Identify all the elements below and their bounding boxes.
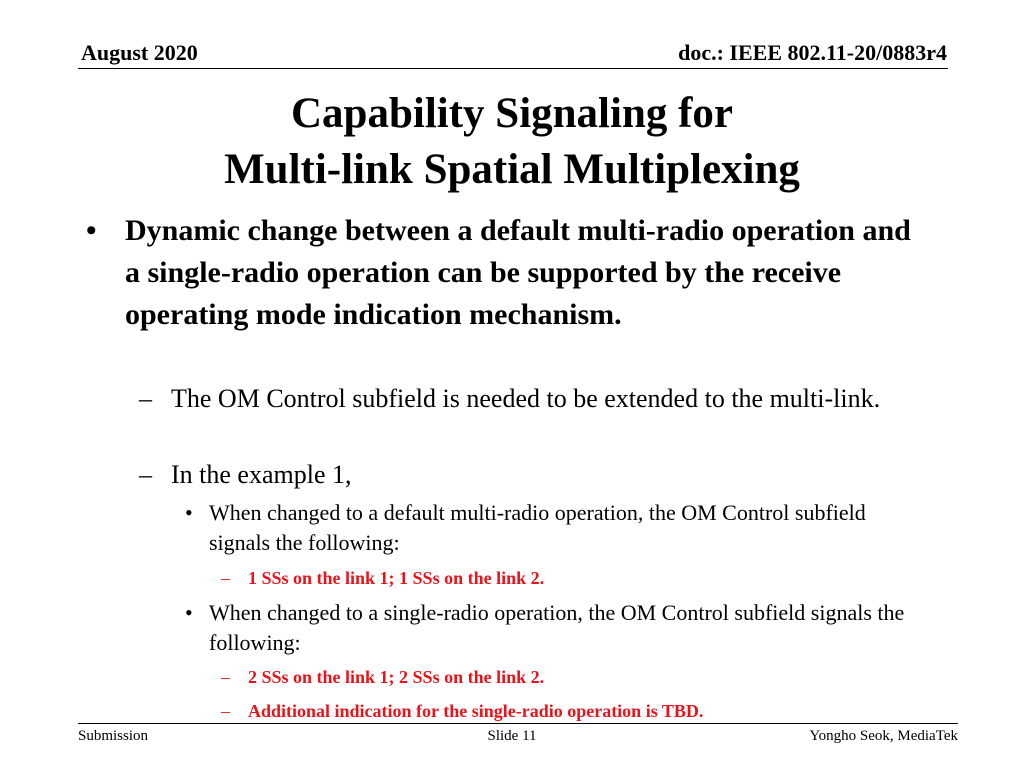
header-doc-id: doc.: IEEE 802.11-20/0883r4 [678,40,947,65]
bullet-marker: • [86,214,97,247]
highlight-link-2ss: 2 SSs on the link 1; 2 SSs on the link 2. [248,667,545,687]
dash-marker: – [221,667,230,687]
slide-title [0,86,1024,198]
footer-submission: Submission [78,728,149,744]
highlight-tbd: Additional indication for the single-radio operation is TBD. [248,701,704,721]
title-line-1: Capability Signaling for [290,90,734,137]
dash-marker: – [221,701,230,721]
sub-bullet-om-control: The OM Control subfield is needed to be extended to the multi-link. [171,384,881,413]
footer-rule [78,723,958,724]
bullet-marker: • [185,600,193,625]
footer-author: Yongho Seok, MediaTek [809,728,958,744]
title-line-2: Multi-link Spatial Multiplexing [224,146,800,193]
header-rule [78,68,948,69]
highlight-link-1ss: 1 SSs on the link 1; 1 SSs on the link 2. [248,568,545,588]
dash-marker: – [139,384,152,413]
dash-marker: – [139,460,152,489]
dash-marker: – [221,568,230,588]
sub-sub-bullet-single-radio: When changed to a single-radio operation, the OM Control subfield signals the following: [209,600,905,655]
header-date: August 2020 [81,40,198,65]
bullet-marker: • [185,500,193,525]
footer-slide-number: Slide 11 [487,728,537,744]
sub-sub-bullet-multi-radio: When changed to a default multi-radio operation, the OM Control subfield signals the following: [209,500,866,555]
bullet-main: Dynamic change between a default multi-radio operation and a single-radio operation can be supported by the receive operating mode indication mechanism. [125,214,911,331]
sub-bullet-example: In the example 1, [171,460,352,489]
